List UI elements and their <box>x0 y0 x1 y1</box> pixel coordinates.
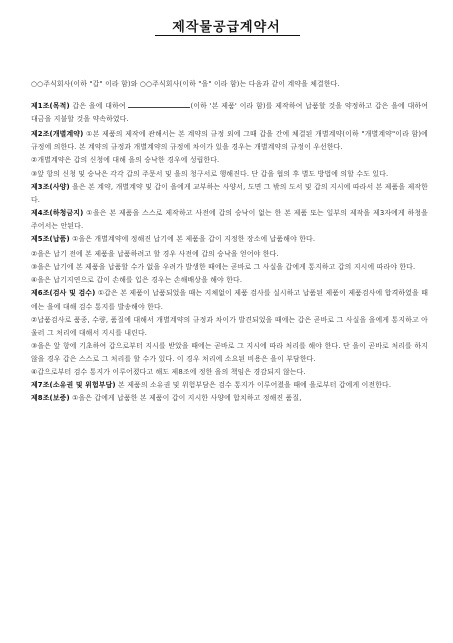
article-3 <box>31 181 428 207</box>
article-4-heading: 제4조(하청금지) <box>31 208 84 217</box>
article-2-heading: 제2조(개별계약) <box>31 130 84 139</box>
article-7 <box>31 379 428 392</box>
article-6-text: ①갑은 본 제품이 납품되었을 때는 지체없이 제품 검사를 실시하고 납품된 제품이 제품검사에 합격하였을 때에는 을에 대해 검수 통지를 발송해야 한다. <box>31 289 428 311</box>
article-3-heading: 제3조(사양) <box>31 182 70 191</box>
article-1-text-before: 갑은 을에 대하여 <box>69 102 129 111</box>
article-2-text: ①본 제품의 제작에 관해서는 본 계약의 규정 외에 그때 갑을 간에 체결된 개별계약(이하 "개별계약"이라 함)에 규정에 의한다. 본 계약의 규정과 개별계약의 규정에 차이가 있을 경우는 개별계약의 규정이 우선한다. <box>31 130 428 152</box>
article-4-text: ①을은 본 제품을 스스로 제작하고 사전에 갑의 승낙이 없는 한 본 제품 또는 일부의 제작을 제3자에게 하청을 주어서는 안된다. <box>31 208 428 230</box>
article-5 <box>31 233 428 246</box>
article-2 <box>31 128 428 154</box>
article-1-text-after: (이하 '본 제품' 이라 함)를 제작하여 납품할 것을 약정하고 갑은 을에 대하여 대금을 지불할 것을 약속하였다. <box>31 102 429 124</box>
article-4 <box>31 207 428 233</box>
intro-paragraph: ○○주식회사(이하 "갑" 이라 함)와 ○○주식회사(이하 "을" 이라 함)는 다음과 같이 계약을 체결한다. <box>31 80 340 88</box>
article-5-text: ①을은 개별계약에 정해진 납기에 본 제품을 갑이 지정한 장소에 납품해야 한다. <box>69 235 316 244</box>
article-3-text: 을은 본 계약, 개별계약 및 갑이 을에게 교부하는 사양서, 도면 그 밖의 도서 및 갑의 지시에 따라서 본 제품을 제작한다. <box>31 182 428 204</box>
article-2-item-3: ③앞 항의 신청 및 승낙은 각각 갑의 주문서 및 을의 청구서로 행해진다. 단 갑을 협의 후 별도 방법에 의할 수도 있다. <box>31 169 389 178</box>
article-8-text: ①을은 갑에게 납품한 본 제품이 갑이 지시한 사양에 합치하고 정해진 품질, <box>69 394 302 403</box>
article-5-item-2: ②을은 납기 전에 본 제품을 납품하려고 할 경우 사전에 갑의 승낙을 얻어야 한다. <box>31 250 279 259</box>
article-5-heading: 제5조(납품) <box>31 235 70 244</box>
article-7-text: 본 제품의 소유권 및 위험부담은 검수 통지가 이루어졌을 때에 을로부터 갑에게 이전한다. <box>115 381 392 390</box>
article-8 <box>31 392 428 405</box>
blank-fill-line <box>128 100 190 108</box>
article-5-item-3: ③을은 납기에 본 제품을 납품할 수가 없을 우려가 발생한 때에는 곧바로 그 사실을 갑에게 통지하고 갑의 지시에 따라야 한다. <box>31 263 416 272</box>
article-5-item-4: ④을은 납기지연으로 갑이 손해를 입은 경우는 손해배상을 해야 한다. <box>31 276 243 285</box>
article-6-heading: 제6조(검사 및 검수) <box>31 289 96 298</box>
article-1-heading: 제1조(목적) <box>31 102 70 111</box>
document-title: 제작물공급계약서 <box>172 20 281 35</box>
article-6-item-2: ②납품검사로 품종, 수량, 품질에 대해서 개별계약의 규정과 차이가 발견되었을 때에는 갑은 곧바로 그 사실을 을에게 통지하고 아울러 그 처리에 대해서 지시를 내린다. <box>31 315 428 337</box>
contract-body <box>31 78 428 405</box>
article-6-item-4: ④갑으로부터 검수 통지가 이루어졌다고 해도 제8조에 정한 을의 책임은 경감되지 않는다. <box>31 367 306 376</box>
title-underline <box>155 35 300 36</box>
article-2-item-2: ②개별계약은 갑의 신청에 대해 을의 승낙한 경우에 성립한다. <box>31 156 220 165</box>
article-6 <box>31 287 428 313</box>
article-8-heading: 제8조(보증) <box>31 394 70 403</box>
article-7-heading: 제7조(소유권 및 위험부담) <box>31 381 116 390</box>
article-1 <box>31 100 428 126</box>
article-6-item-3: ③을은 앞 항에 기초하여 갑으로부터 지시를 받았을 때에는 곧바로 그 지시에 따라 처리를 해야 한다. 단 을이 곧바로 처리를 하지 않을 경우 갑은 스스로 그 처리를 할 수가 있다. 이 경우 처리에 소요된 비용은 을이 부담한다. <box>31 341 428 363</box>
